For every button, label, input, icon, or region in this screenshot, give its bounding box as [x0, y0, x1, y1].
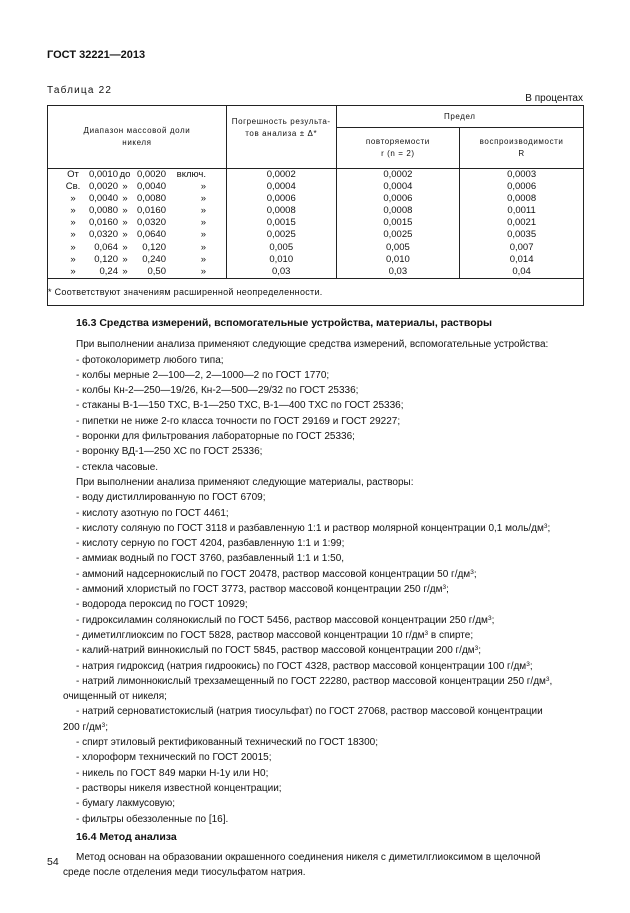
list-item: - кислоту азотную по ГОСТ 4461;	[76, 507, 229, 519]
section-16-3	[0, 316, 630, 881]
list-item: - колбы мерные 2—100—2, 2—1000—2 по ГОСТ 1770;	[76, 369, 330, 381]
paragraph: При выполнении анализа применяют следующие средства измерений, вспомогательные устройства:	[76, 339, 549, 351]
table-row: » 0,24 » 0,50 »	[70, 265, 206, 277]
list-item: - кислоту соляную по ГОСТ 3118 и разбавленную 1:1 и раствор молярной концентрации 0,1 моль/$дм^3$;	[76, 522, 551, 534]
table-cell: 0,005	[385, 241, 410, 253]
list-item-continuation: очищенный от никеля;	[63, 691, 167, 703]
list-item: - воду дистиллированную по ГОСТ 6709;	[76, 492, 266, 504]
list-item: - фильтры обеззоленные по [16].	[76, 813, 229, 825]
list-item: - воронки для фильтрования лабораторные по ГОСТ 25336;	[76, 431, 355, 443]
table-cell: 0,04	[512, 265, 531, 277]
table-cell: 0,03	[271, 265, 291, 277]
header-repeatability: повторяемости r (n = 2)	[336, 128, 460, 169]
list-item: - бумагу лакмусовую;	[76, 798, 176, 810]
table-cell: 0,0004	[266, 181, 296, 193]
list-item: - фотоколориметр любого типа;	[76, 354, 224, 366]
table-cell: 0,0006	[507, 181, 537, 193]
table-cell: 0,010	[385, 253, 410, 265]
table-cell: 0,0006	[266, 193, 296, 205]
table-cell: 0,0008	[266, 205, 296, 217]
header-reproducibility: воспроизводимости R	[460, 128, 584, 169]
table-row: » 0,064 » 0,120 »	[70, 241, 206, 253]
table-cell: 0,0025	[383, 229, 413, 241]
header-error: Погрешность результа- тов анализа ± Δ*	[226, 106, 336, 169]
list-item: - аммоний хлористый по ГОСТ 3773, раствор массовой концентрации 250 $г/дм^3$;	[76, 584, 449, 596]
table-cell: 0,0011	[507, 205, 536, 217]
table-footnote: * Соответствуют значениям расширенной неопределенности.	[48, 278, 584, 305]
section-title: 16.3 Средства измерений, вспомогательные устройства, материалы, растворы	[76, 317, 493, 329]
list-item: - водорода пероксид по ГОСТ 10929;	[76, 599, 248, 611]
header-limit: Предел	[336, 106, 583, 128]
list-item: - никель по ГОСТ 849 марки Н-1у или Н0;	[76, 767, 269, 779]
table-row: » 0,0040 » 0,0080 »	[70, 193, 206, 205]
table-units: В процентах	[525, 93, 583, 104]
page-number: 54	[47, 856, 59, 868]
list-item: - кислоту серную по ГОСТ 4204, разбавленную 1:1 и 1:99;	[76, 538, 345, 550]
table-row: » 0,0160 » 0,0320 »	[70, 217, 206, 229]
list-item: - гидроксиламин солянокислый по ГОСТ 5456, раствор массовой концентрации 250 $г/дм^3$;	[76, 614, 495, 626]
repeatability-cells	[336, 169, 460, 279]
table-row: » 0,120 » 0,240 »	[70, 253, 206, 265]
section-title-16-4: 16.4 Метод анализа	[76, 830, 177, 843]
table-cell: 0,0002	[383, 169, 413, 180]
list-item: - калий-натрий виннокислый по ГОСТ 5845, раствор массовой концентрации 200 $г/дм^3$;	[76, 645, 482, 657]
table-cell: 0,007	[509, 241, 534, 253]
range-cells	[48, 169, 227, 279]
table-row: Св. 0,0020 » 0,0040 »	[65, 181, 206, 193]
list-item: - стаканы В-1—150 ТХС, В-1—250 ТХС, В-1—400 ТХС по ГОСТ 25336;	[76, 400, 404, 412]
list-item: - натрий серноватистокислый (натрия тиосульфат) по ГОСТ 27068, раствор массовой концентрации	[76, 706, 543, 718]
table-cell: 0,0021	[507, 217, 537, 229]
list-item: - растворы никеля известной концентрации;	[76, 782, 282, 794]
table-cell: 0,0008	[383, 205, 413, 217]
list-item-continuation: 200 $г/дм^3$;	[63, 721, 109, 733]
reproducibility-cells	[460, 169, 584, 279]
table-caption: Таблица 22	[47, 85, 113, 96]
table-row: От 0,0010 до 0,0020 включ.	[67, 169, 206, 180]
document-header: ГОСТ 32221—2013	[47, 49, 146, 61]
table-cell: 0,0003	[507, 169, 537, 180]
table-cell: 0,0002	[266, 169, 296, 180]
table-cell: 0,0006	[383, 193, 413, 205]
header-range: Диапазон массовой доли никеля	[48, 106, 227, 169]
error-cells	[226, 169, 336, 279]
list-item: - натрий лимоннокислый трехзамещенный по ГОСТ 22280, раствор массовой концентрации 250 $г/дм^3$,	[76, 675, 553, 687]
list-item: - стекла часовые.	[76, 461, 159, 473]
list-item: - спирт этиловый ректификованный технический по ГОСТ 18300;	[76, 737, 378, 749]
table-cell: 0,0035	[507, 229, 537, 241]
table-cell: 0,005	[269, 241, 294, 253]
list-item: - пипетки не ниже 2-го класса точности по ГОСТ 29169 и ГОСТ 29227;	[76, 415, 401, 427]
paragraph: При выполнении анализа применяют следующие материалы, растворы:	[76, 476, 414, 488]
table-cell: 0,0008	[507, 193, 537, 205]
list-item: - аммоний надсернокислый по ГОСТ 20478, раствор массовой концентрации 50 $г/дм^3$;	[76, 568, 477, 580]
table-cell: 0,0015	[383, 217, 413, 229]
table-cell: 0,0025	[266, 229, 296, 241]
paragraph: Метод основан на образовании окрашенного соединения никеля с диметилглиоксимом в щелочной	[76, 852, 541, 864]
table-cell: 0,010	[269, 253, 294, 265]
table-cell: 0,0015	[266, 217, 296, 229]
list-item: - натрия гидроксид (натрия гидроокись) по ГОСТ 4328, раствор массовой концентрации 100 $г/дм^3$;	[76, 660, 533, 672]
table-row: » 0,0080 » 0,0160 »	[70, 205, 206, 217]
precision-table	[47, 105, 584, 306]
table-cell: 0,03	[388, 265, 408, 277]
paragraph-continuation: среде после отделения меди тиосульфатом натрия.	[63, 867, 306, 879]
table-cell: 0,0004	[383, 181, 413, 193]
list-item: - колбы Кн-2—250—19/26, Кн-2—500—29/32 по ГОСТ 25336;	[76, 385, 359, 397]
table-row: » 0,0320 » 0,0640 »	[70, 229, 206, 241]
list-item: - диметилглиоксим по ГОСТ 5828, раствор массовой концентрации 10 $г/дм^3$ в спирте;	[76, 629, 474, 641]
list-item: - хлороформ технический по ГОСТ 20015;	[76, 752, 272, 764]
list-item: - аммиак водный по ГОСТ 3760, разбавленный 1:1 и 1:50,	[76, 553, 345, 565]
table-cell: 0,014	[509, 253, 534, 265]
list-item: - воронку ВД-1—250 ХС по ГОСТ 25336;	[76, 446, 263, 458]
